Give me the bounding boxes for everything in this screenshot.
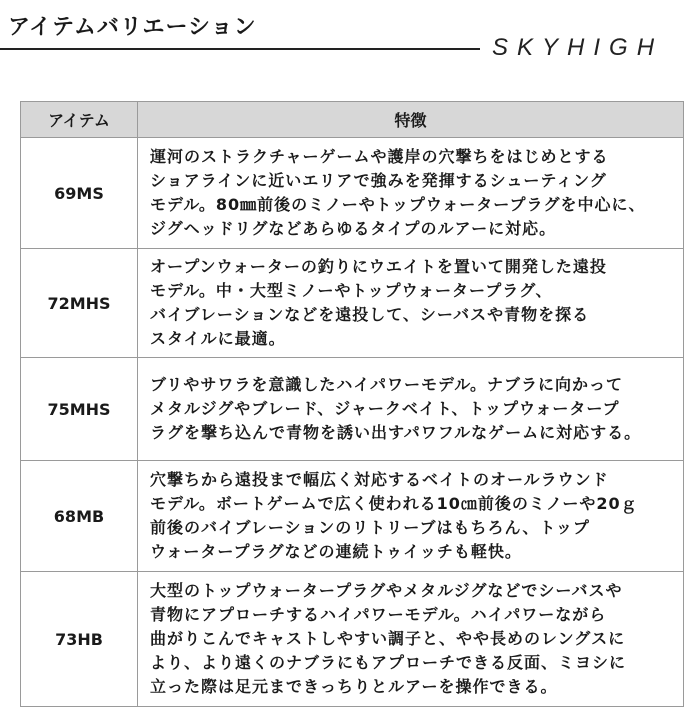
table-row (21, 138, 684, 249)
description-line: ウォータープラグなどの連続トゥイッチも軽快。 (150, 542, 522, 561)
description-line: バイブレーションなどを遠投して、シーバスや青物を探る (150, 305, 590, 324)
description-line: 青物にアプローチするハイパワーモデル。ハイパワーながら (150, 605, 607, 624)
description-line: 前後のバイブレーションのリトリーブはもちろん、トップ (150, 518, 590, 537)
description-line: 運河のストラクチャーゲームや護岸の穴撃ちをはじめとする (150, 147, 609, 166)
item-name: 68MB (21, 461, 138, 572)
item-name: 73HB (21, 572, 138, 707)
item-variation-table (20, 101, 684, 707)
description-line: 大型のトップウォータープラグやメタルジグなどでシーバスや (150, 581, 623, 600)
description-line: モデル。80㎜前後のミノーやトップウォータープラグを中心に、 (150, 195, 646, 214)
item-name: 72MHS (21, 249, 138, 358)
description-line: モデル。ボートゲームで広く使われる10㎝前後のミノーや20ｇ (150, 494, 638, 513)
page-title: アイテムバリエーション (8, 15, 257, 40)
item-name: 75MHS (21, 358, 138, 461)
item-name: 69MS (21, 138, 138, 249)
description-line: ブリやサワラを意識したハイパワーモデル。ナブラに向かって (150, 375, 623, 394)
description-line: ラグを撃ち込んで青物を誘い出すパワフルなゲームに対応する。 (150, 423, 642, 442)
column-header-features: 特徴 (138, 102, 684, 138)
table-row (21, 249, 684, 358)
description-line: より、より遠くのナブラにもアプローチできる反面、ミヨシに (150, 653, 627, 672)
description-line: ジグヘッドリグなどあらゆるタイプのルアーに対応。 (150, 219, 557, 238)
table-row (21, 461, 684, 572)
item-description (138, 358, 684, 461)
item-description (138, 572, 684, 707)
item-description (138, 138, 684, 249)
description-line: スタイルに最適。 (150, 329, 286, 348)
description-line: 立った際は足元まできっちりとルアーを操作できる。 (150, 677, 558, 696)
table-row (21, 358, 684, 461)
description-line: 曲がりこんでキャストしやすい調子と、やや長めのレングスに (150, 629, 626, 648)
description-line: モデル。中・大型ミノーやトップウォータープラグ、 (150, 281, 553, 300)
description-line: ショアラインに近いエリアで強みを発揮するシューティング (150, 171, 607, 190)
table-header-row (21, 102, 684, 138)
brand-name: SKYHIGH (492, 34, 664, 61)
item-description (138, 249, 684, 358)
table-row (21, 572, 684, 707)
description-line: 穴撃ちから遠投まで幅広く対応するベイトのオールラウンド (150, 470, 609, 489)
title-underline (0, 48, 480, 50)
description-line: オープンウォーターの釣りにウエイトを置いて開発した遠投 (150, 257, 607, 276)
item-description (138, 461, 684, 572)
description-line: メタルジグやブレード、ジャークベイト、トップウォータープ (150, 399, 620, 418)
column-header-item: アイテム (21, 102, 138, 138)
